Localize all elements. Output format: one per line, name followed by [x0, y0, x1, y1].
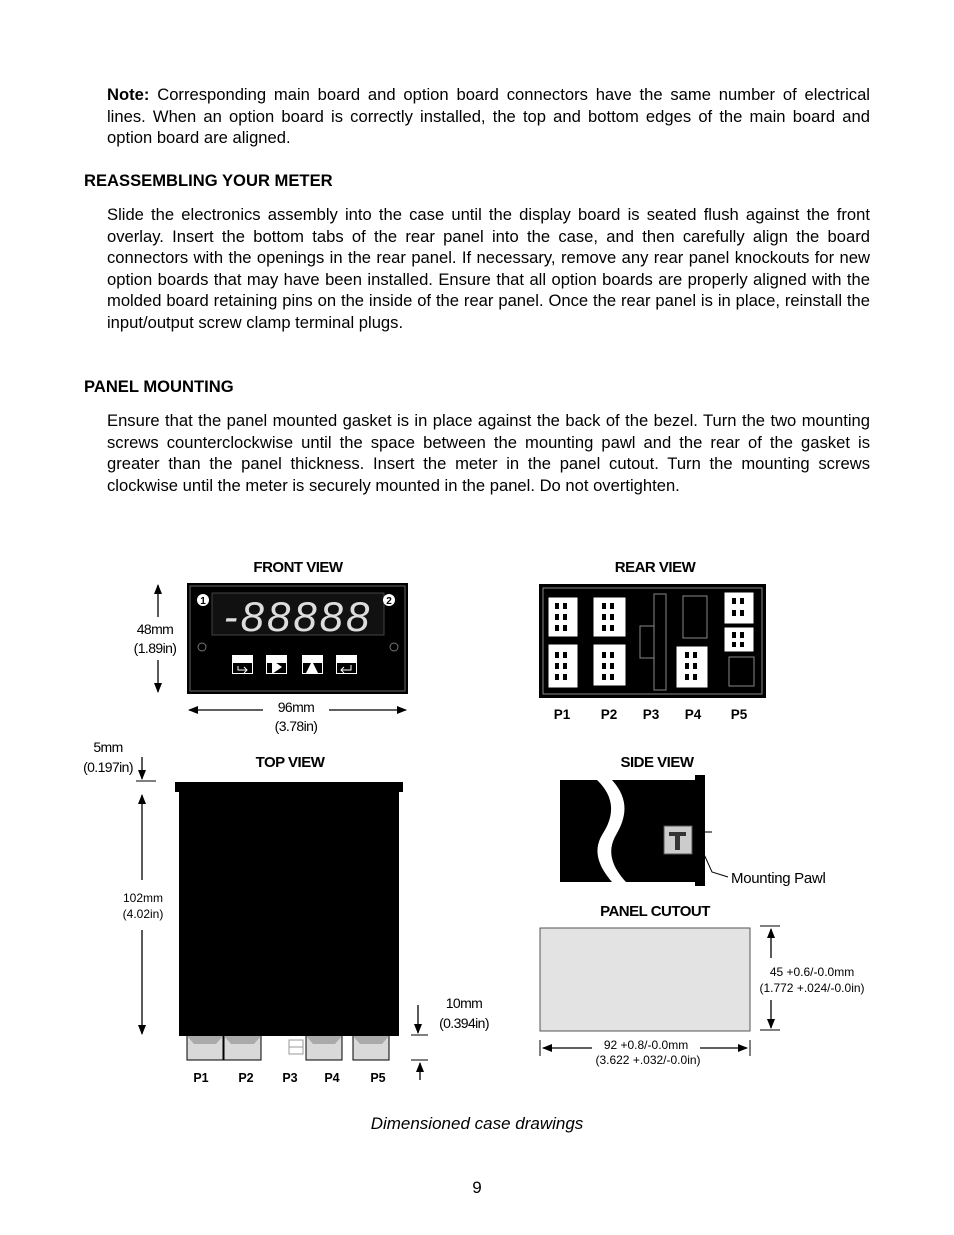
note-label: Note:: [107, 85, 150, 104]
bezel-dim-mm: 5mm: [93, 739, 123, 755]
top-port-p3: P3: [282, 1071, 298, 1085]
depth-dim-mm: 102mm: [122, 891, 164, 905]
top-port-p4: P4: [324, 1071, 340, 1085]
cutout-width-dim-in: (3.622 +.032/-0.0in): [595, 1053, 701, 1067]
indicator-1: 1: [200, 596, 206, 607]
top-port-p2: P2: [238, 1071, 254, 1085]
page-number: 9: [472, 1178, 482, 1197]
rear-depth-dim-mm: 10mm: [445, 995, 483, 1011]
indicator-2: 2: [386, 596, 392, 607]
bezel-dim-in: (0.197in): [83, 759, 133, 775]
note-text: Corresponding main board and option board connectors have the same number of electrical lines. When an option board is correctly installed, the top and bottom edges of the main board and option board are aligned.: [107, 85, 870, 148]
panel-cutout-title: PANEL CUTOUT: [600, 903, 710, 920]
mounting-pawl-label: Mounting Pawl: [731, 870, 826, 887]
rear-depth-dim-in: (0.394in): [439, 1015, 489, 1031]
figure-caption: Dimensioned case drawings: [370, 1114, 584, 1133]
menu-button: [232, 655, 253, 674]
depth-dim-in: (4.02in): [122, 907, 164, 921]
enter-button: [336, 655, 357, 674]
rear-port-p2: P2: [600, 707, 618, 722]
front-width-mm: 96mm: [277, 699, 315, 715]
top-port-p5: P5: [370, 1071, 386, 1085]
top-port-p1: P1: [193, 1071, 209, 1085]
top-view-drawing: [175, 782, 403, 1060]
rear-view-drawing: [539, 584, 766, 698]
section-heading-panel-mounting: PANEL MOUNTING: [84, 377, 234, 396]
right-button: [266, 655, 287, 674]
cutout-width-dim: 92 +0.8/-0.0mm: [603, 1038, 689, 1052]
side-view-drawing: [560, 775, 712, 886]
rear-port-p4: P4: [684, 707, 702, 722]
front-view-title: FRONT VIEW: [253, 559, 343, 576]
front-view-drawing: [187, 583, 408, 694]
top-view-title: TOP VIEW: [255, 754, 325, 771]
rear-port-p3: P3: [642, 707, 660, 722]
cutout-height-dim: 45 +0.6/-0.0mm: [769, 965, 855, 979]
display-readout: -88888: [223, 593, 373, 640]
section-body-reassembling: Slide the electronics assembly into the case until the display board is seated flush against the front overlay. Insert the bottom tabs of the rear panel into the case, and then carefully align the board connectors with the openings in the rear panel. If necessary, remove any rear panel knockouts for new option boards that may have been installed. Ensure that all option boards are properly aligned with the molded board retaining pins on the inside of the rear panel. Once the rear panel is in place, reinstall the input/output screw clamp terminal plugs.: [107, 205, 870, 332]
side-view-title: SIDE VIEW: [620, 754, 694, 771]
rear-view-title: REAR VIEW: [614, 559, 696, 576]
front-height-mm: 48mm: [136, 621, 174, 637]
rear-port-p5: P5: [730, 707, 748, 722]
panel-cutout-drawing: [540, 928, 750, 1031]
section-heading-reassembling: REASSEMBLING YOUR METER: [84, 171, 333, 190]
section-body-panel-mounting: Ensure that the panel mounted gasket is in place against the back of the bezel. Turn the two mounting screws counterclockwise until the space between the mounting pawl and the rear of the gasket is greater than the panel thickness. Insert the meter in the panel cutout. Turn the mounting screws clockwise until the meter is securely mounted in the panel. Do not overtighten.: [107, 411, 870, 495]
front-height-in: (1.89in): [133, 640, 177, 656]
rear-port-p1: P1: [553, 707, 571, 722]
front-width-in: (3.78in): [274, 718, 318, 734]
cutout-height-dim-in: (1.772 +.024/-0.0in): [759, 981, 865, 995]
reset-button: [302, 655, 323, 674]
